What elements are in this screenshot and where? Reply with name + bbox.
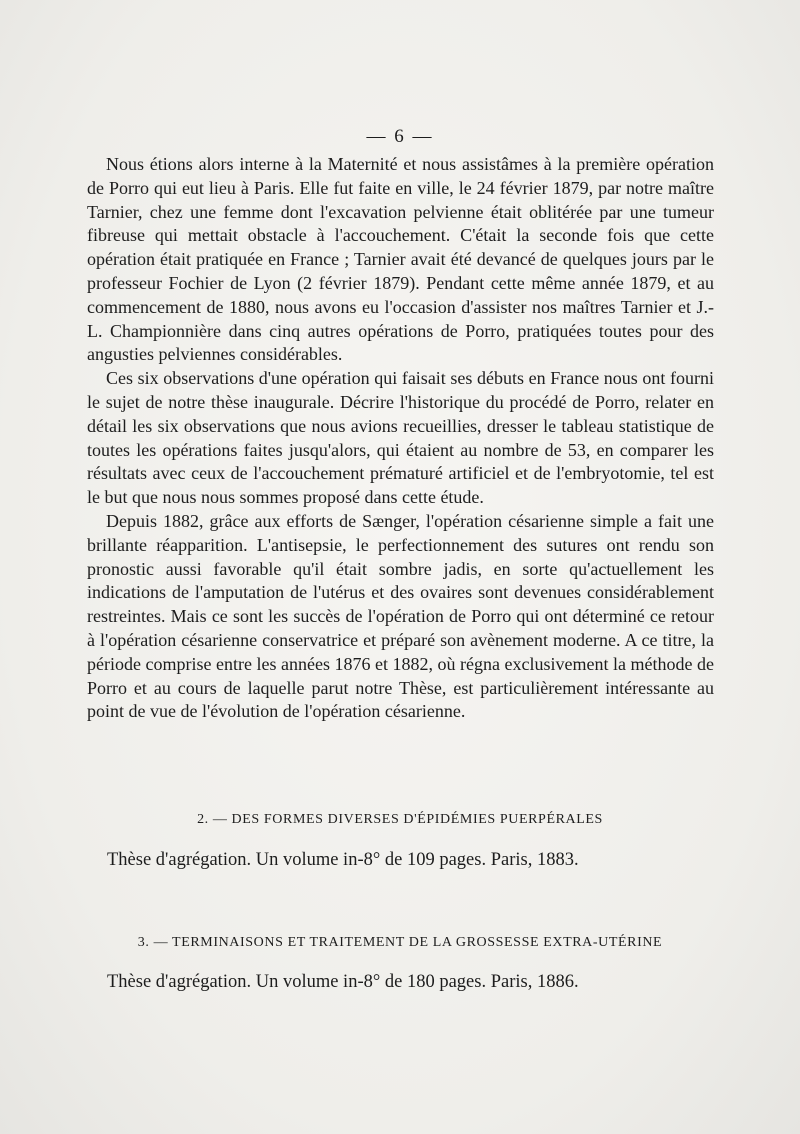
section-description: Thèse d'agrégation. Un volume in-8° de 180 pages. Paris, 1886.	[107, 972, 579, 992]
paragraph: Nous étions alors interne à la Maternité et nous assistâmes à la première opération de Porro qui eut lieu à Paris. Elle fut faite en ville, le 24 février 1879, par notre maître Tarnier, chez une femme dont l'excavation pelvienne était oblitérée par une tumeur fibreuse qui mettait obstacle à l'accouchement. C'était la seconde fois que cette opération était pratiquée en France ; Tarnier avait été devancé de quelques jours par le professeur Fochier de Lyon (2 février 1879). Pendant cette même année 1879, et au commencement de 1880, nous avons eu l'occasion d'assister nos maîtres Tarnier et J.-L. Championnière dans cinq autres opérations de Porro, pratiquées toutes pour des angusties pelviennes considérables.	[87, 154, 714, 365]
section-heading: 3. — TERMINAISONS ET TRAITEMENT DE LA GROSSESSE EXTRA-UTÉRINE	[137, 935, 663, 950]
paragraph: Ces six observations d'une opération qui faisait ses débuts en France nous ont fourni le sujet de notre thèse inaugurale. Décrire l'historique du procédé de Porro, relater en détail les six observations que nous avions recueillies, dresser le tableau statistique de toutes les opérations faites jusqu'alors, qui étaient au nombre de 53, en comparer les résultats avec ceux de l'accouchement prématuré artificiel et de l'embryotomie, tel est le but que nous nous sommes proposé dans cette étude.	[87, 368, 714, 508]
section-heading: 2. — DES FORMES DIVERSES D'ÉPIDÉMIES PUERPÉRALES	[197, 812, 603, 827]
paragraph: Depuis 1882, grâce aux efforts de Sænger, l'opération césarienne simple a fait une brillante réapparition. L'antisepsie, le perfectionnement des sutures ont rendu son pronostic aussi favorable qu'il était sombre jadis, en sorte qu'actuellement les indications de l'amputation de l'utérus et des ovaires sont devenues considérablement restreintes. Mais ce sont les succès de l'opération de Porro qui ont déterminé ce retour à l'opération césarienne conservatrice et préparé son avènement moderne. A ce titre, la période comprise entre les années 1876 et 1882, où régna exclusivement la méthode de Porro et au cours de laquelle parut notre Thèse, est particulièrement intéressante au point de vue de l'évolution de l'opération césarienne.	[87, 510, 714, 722]
section-description: Thèse d'agrégation. Un volume in-8° de 109 pages. Paris, 1883.	[107, 850, 579, 870]
page-number: — 6 —	[366, 126, 434, 147]
body-text	[87, 153, 714, 724]
